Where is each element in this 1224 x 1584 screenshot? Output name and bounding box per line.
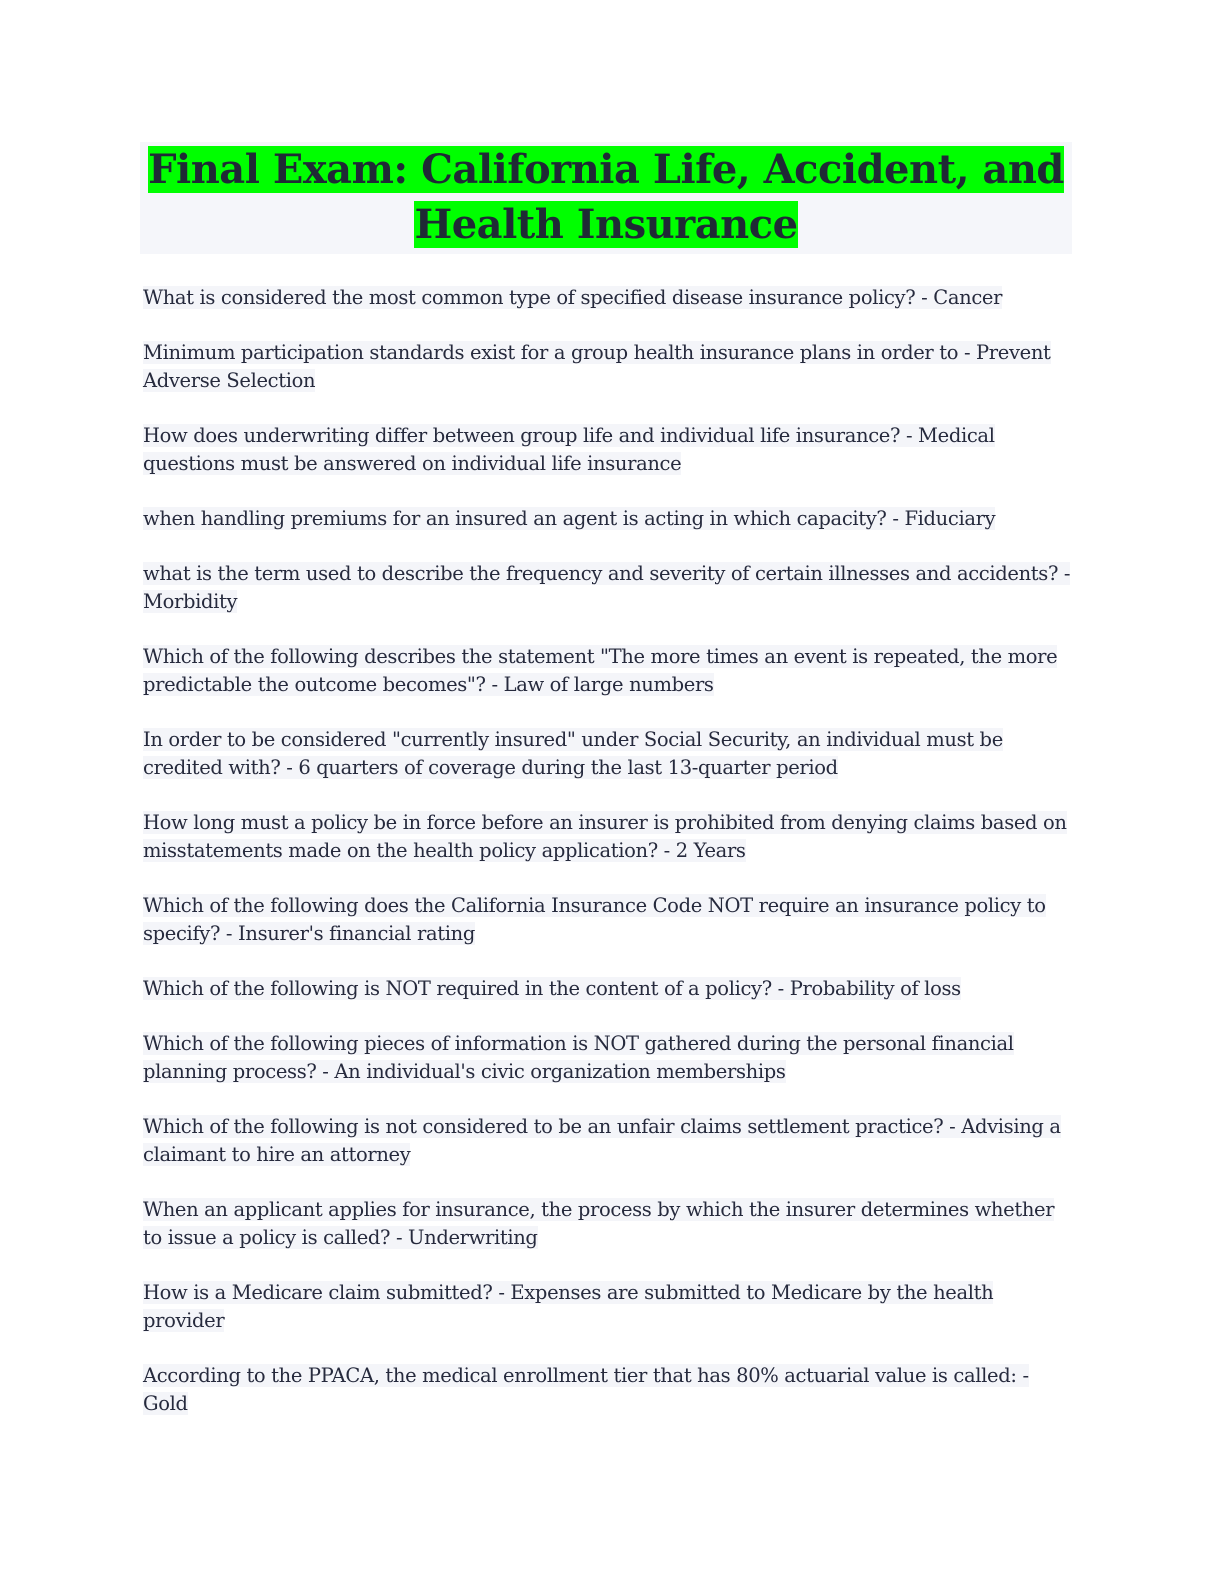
question-item [143,1196,1072,1252]
question-text: What is considered the most common type of specified disease insurance policy? - Cancer [143,286,1003,309]
question-item [143,1362,1072,1418]
question-text: what is the term used to describe the frequency and severity of certain illnesses and accidents? - Morbidity [143,562,1071,613]
question-text: How long must a policy be in force before an insurer is prohibited from denying claims based on misstatements made on the health policy application? - 2 Years [143,811,1067,862]
question-item [143,505,1072,533]
question-text: Which of the following is not considered to be an unfair claims settlement practice? - Advising a claimant to hire an attorney [143,1115,1061,1166]
question-text: Which of the following is NOT required in the content of a policy? - Probability of loss [143,977,961,1000]
question-item [143,422,1072,478]
question-item [143,1030,1072,1086]
question-text: How does underwriting differ between group life and individual life insurance? - Medical questions must be answered on individual life insurance [143,424,995,475]
question-item [143,339,1072,395]
question-text: Minimum participation standards exist for a group health insurance plans in order to - Prevent Adverse Selection [143,341,1051,392]
question-item [143,726,1072,782]
question-item [143,975,1072,1003]
question-item [143,560,1072,616]
question-text: According to the PPACA, the medical enrollment tier that has 80% actuarial value is called: - Gold [143,1364,1029,1415]
question-item [143,643,1072,699]
question-text: When an applicant applies for insurance, the process by which the insurer determines whether to issue a policy is called? - Underwriting [143,1198,1055,1249]
page-title [142,142,1070,252]
question-item [143,809,1072,865]
question-item [143,1113,1072,1169]
question-list [140,284,1072,1418]
question-item [143,1279,1072,1335]
page-title-text: Final Exam: California Life, Accident, and Health Insurance [148,146,1064,248]
question-text: In order to be considered "currently insured" under Social Security, an individual must be credited with? - 6 quarters of coverage during the last 13-quarter period [143,728,1003,779]
question-text: How is a Medicare claim submitted? - Expenses are submitted to Medicare by the health provider [143,1281,994,1332]
question-item [143,892,1072,948]
question-text: Which of the following describes the statement "The more times an event is repeated, the more predictable the outcome becomes"? - Law of large numbers [143,645,1058,696]
question-text: when handling premiums for an insured an agent is acting in which capacity? - Fiduciary [143,507,996,530]
document-page [140,142,1072,1445]
question-text: Which of the following does the California Insurance Code NOT require an insurance policy to specify? - Insurer's financial rating [143,894,1046,945]
question-text: Which of the following pieces of information is NOT gathered during the personal financial planning process? - An individual's civic organization memberships [143,1032,1014,1083]
title-block [140,142,1072,254]
question-item [143,284,1072,312]
